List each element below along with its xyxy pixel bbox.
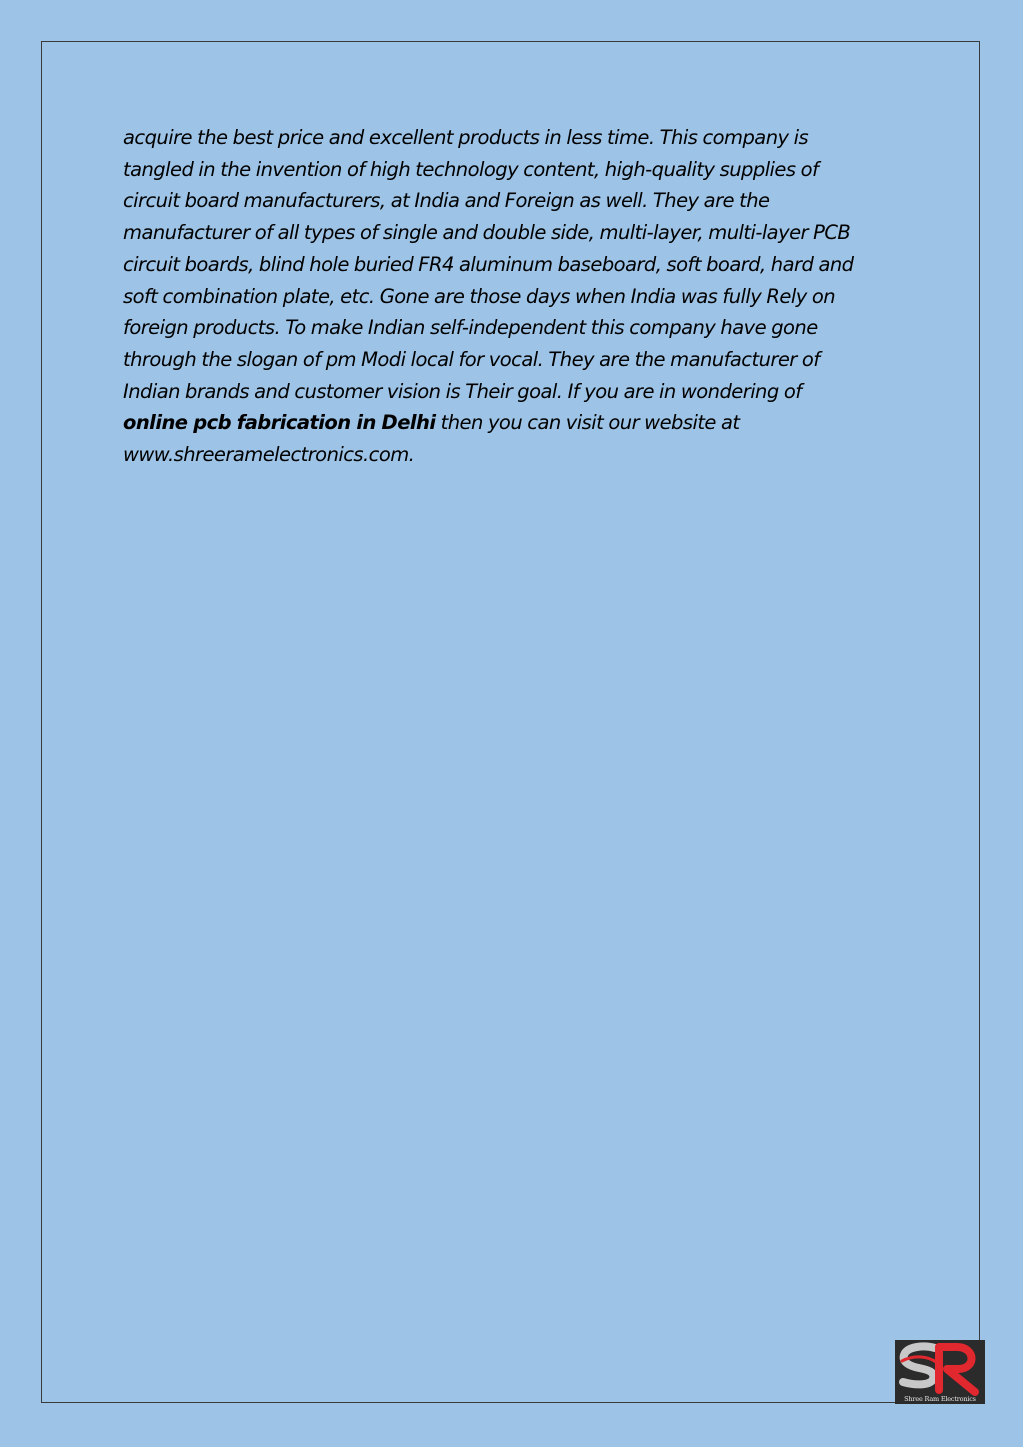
paragraph-line: acquire the best price and excellent products in less time. This company is [123, 126, 809, 149]
paragraph-line: soft combination plate, etc. Gone are those days when India was fully Rely on [123, 284, 836, 308]
paragraph-line: circuit boards, blind hole buried FR4 aluminum baseboard, soft board, hard and [123, 252, 854, 276]
paragraph-line: circuit board manufacturers, at India and Foreign as well. They are the [123, 189, 770, 213]
after-link-text: then you can visit our website at [435, 411, 740, 435]
body-paragraph [123, 122, 913, 471]
paragraph-line: foreign products. To make Indian self-independent this company have gone [123, 316, 818, 340]
logo-caption: Shree Ram Electronics [904, 1395, 976, 1403]
paragraph-line: Indian brands and customer vision is Their goal. If you are in wondering of [123, 379, 802, 403]
paragraph-line: through the slogan of pm Modi local for vocal. They are the manufacturer of [123, 347, 820, 371]
paragraph-line: manufacturer of all types of single and double side, multi-layer, multi-layer PCB [123, 221, 851, 245]
company-logo [895, 1340, 985, 1404]
website-url[interactable]: www.shreeramelectronics.com. [123, 443, 415, 467]
paragraph-line-with-link [123, 407, 913, 439]
paragraph-line: tangled in the invention of high technology content, high-quality supplies of [123, 157, 819, 181]
keyword-link[interactable]: online pcb fabrication in Delhi [123, 411, 436, 435]
